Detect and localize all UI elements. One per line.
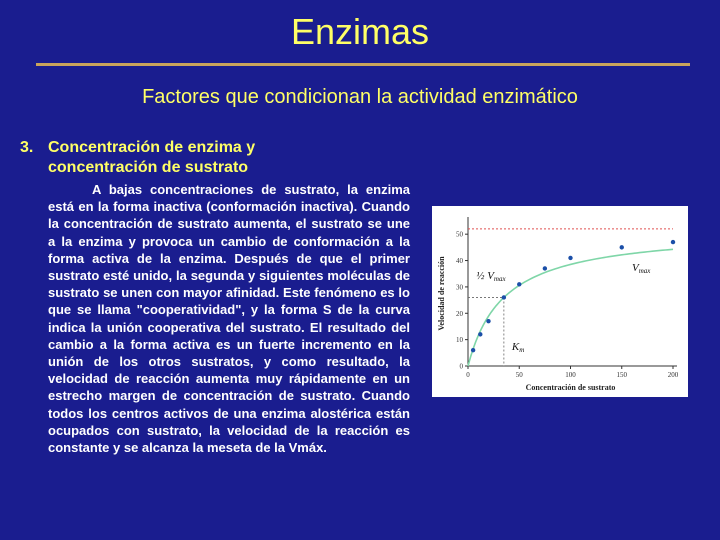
michaelis-menten-chart xyxy=(432,206,688,397)
x-tick-label: 200 xyxy=(667,371,679,379)
y-tick-label: 10 xyxy=(456,336,463,345)
data-point xyxy=(486,319,490,323)
body-paragraph: A bajas concentraciones de sustrato, la enzima está en la forma inactiva (conformación inactiva). Cuando la concentración de sustrato aumenta, el sustrato se une a la enzima y provoca un cambio de conformación a la forma activa de la enzima. Después de que el primer sustrato esté unido, la segunda y siguientes moléculas de sustrato se unen con mayor afinidad. Este fenómeno es lo que se llama "cooperatividad", y la forma S de la curva indica la unión cooperativa del sustrato. El resultado del cambio a la forma activa es un fuerte incremento en la unión de los otros sustratos, y como resultado, la velocidad de reacción aumenta muy rápidamente en un estrecho margen de concentración de sustrato. Cuando todos los centros activos de una enzima alostérica están ocupados con sustrato, la velocidad de la reacción es constante y se alcanza la meseta de la Vmáx. xyxy=(48,182,410,456)
y-tick-label: 30 xyxy=(456,283,463,292)
x-axis-label: Concentración de sustrato xyxy=(525,383,616,392)
data-point xyxy=(620,245,624,249)
x-tick-label: 0 xyxy=(466,371,470,379)
section-number: 3. xyxy=(20,139,34,156)
title-divider xyxy=(36,63,690,66)
y-tick-label: 40 xyxy=(456,257,463,266)
data-point xyxy=(471,348,475,352)
section-title-line1: Concentración de enzima y xyxy=(48,139,256,156)
half-vmax-label: ½ Vmax xyxy=(476,270,506,283)
slide-title: Enzimas xyxy=(290,11,430,52)
data-point xyxy=(502,295,506,299)
y-tick-label: 0 xyxy=(459,362,463,371)
section-title-line2: concentración de sustrato xyxy=(48,159,249,176)
y-axis-label: Velocidad de reacción xyxy=(437,256,446,331)
x-tick-label: 100 xyxy=(565,371,576,379)
data-point xyxy=(517,282,521,286)
section-heading xyxy=(20,138,420,178)
km-label: Km xyxy=(511,341,525,355)
y-tick-label: 20 xyxy=(456,309,463,318)
data-point xyxy=(568,256,572,260)
x-tick-label: 50 xyxy=(515,371,523,379)
x-tick-label: 150 xyxy=(616,371,627,379)
data-point xyxy=(478,332,482,336)
data-point xyxy=(671,240,675,244)
y-tick-label: 50 xyxy=(456,230,463,239)
data-point xyxy=(543,266,547,270)
chart-svg xyxy=(432,206,688,397)
slide-subtitle: Factores que condicionan la actividad enzimático xyxy=(142,86,578,108)
vmax-label: Vmax xyxy=(632,262,651,276)
